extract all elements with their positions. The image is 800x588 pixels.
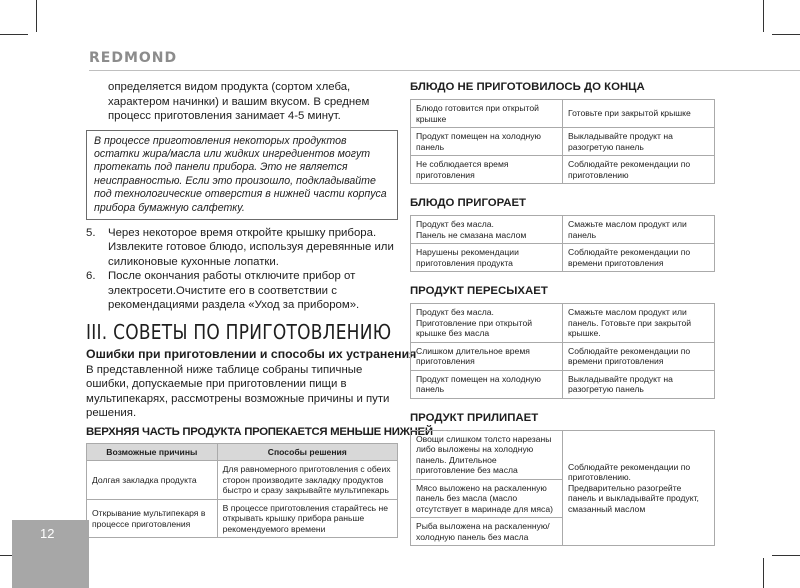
crop-mark bbox=[0, 34, 28, 35]
solution-cell: Выкладывайте продукт на разогретую панель bbox=[563, 128, 715, 156]
subsection-text: В представленной ниже таблице собраны типичные ошибки, допускаемые при приготовлении пищи в мультипекарях, рассмотрены возможные причины и пути решения. bbox=[86, 363, 390, 420]
column-header: Способы решения bbox=[217, 443, 397, 461]
cause-cell: Продукт без масла. Приготовление при открытой крышке без масла bbox=[411, 304, 563, 343]
page-number: 12 bbox=[40, 526, 55, 541]
cause-cell: Мясо выложено на раскаленную панель без масла (масло отсутствует в маринаде для мяса) bbox=[411, 479, 563, 518]
cause-cell: Открывание мультипекаря в процессе приготовления bbox=[87, 499, 218, 538]
list-item-text: Через некоторое время откройте крышку прибора. Извлеките готовое блюдо, используя деревянные или силиконовые кухонные лопатки. bbox=[108, 226, 394, 268]
troubleshoot-table bbox=[86, 443, 398, 539]
problem-title: ПРОДУКТ ПРИЛИПАЕТ bbox=[410, 411, 539, 424]
problem-title: ПРОДУКТ ПЕРЕСЫХАЕТ bbox=[410, 285, 548, 297]
table-row bbox=[411, 370, 715, 398]
cause-cell: Продукт помещен на холодную панель bbox=[411, 128, 563, 156]
table-row bbox=[411, 342, 715, 370]
section-title: III. СОВЕТЫ ПО ПРИГОТОВЛЕНИЮ bbox=[86, 319, 392, 344]
cause-cell: Овощи слишком толсто нарезаны либо выложены на холодную панель. Длительное приготовление без масла bbox=[411, 430, 563, 479]
problem-table bbox=[410, 430, 715, 547]
crop-mark bbox=[772, 555, 800, 556]
column-header: Возможные причины bbox=[87, 443, 218, 461]
solution-cell: Соблюдайте рекомендации по приготовлению. Предварительно разогрейте панель и выкладывайте продукт, смазанный маслом bbox=[563, 430, 715, 546]
list-item-text: После окончания работы отключите прибор от электросети.Очистите его в соответствии с рекомендациями раздела «Уход за прибором». bbox=[108, 270, 360, 312]
header-rule bbox=[89, 70, 800, 71]
solution-cell: Смажьте маслом продукт или панель bbox=[563, 216, 715, 244]
cause-cell: Не соблюдается время приготовления bbox=[411, 156, 563, 184]
intro-paragraph: определяется видом продукта (сортом хлеба, характером начинки) и вашим вкусом. В среднем процесс приготовления занимает 4-5 минут. bbox=[108, 81, 370, 122]
table-row bbox=[411, 128, 715, 156]
solution-cell: В процессе приготовления старайтесь не открывать крышку прибора раньше рекомендуемого времени bbox=[217, 499, 397, 538]
cause-cell: Нарушены рекомендации приготовления продукта bbox=[411, 244, 563, 272]
cause-cell: Рыба выложена на раскаленную/холодную панель без масла bbox=[411, 518, 563, 546]
cause-cell: Блюдо готовится при открытой крышке bbox=[411, 100, 563, 128]
solution-cell: Соблюдайте рекомендации по времени приготовления bbox=[563, 244, 715, 272]
crop-mark bbox=[36, 0, 37, 32]
problem-table bbox=[410, 99, 715, 184]
problem-title: БЛЮДО НЕ ПРИГОТОВИЛОСЬ ДО КОНЦА bbox=[410, 81, 645, 93]
table-row bbox=[411, 156, 715, 184]
list-item bbox=[86, 226, 398, 270]
left-column bbox=[86, 80, 433, 538]
table-row bbox=[411, 244, 715, 272]
crop-mark bbox=[763, 558, 764, 588]
solution-cell: Соблюдайте рекомендации по времени приготовления bbox=[563, 342, 715, 370]
table-row bbox=[411, 216, 715, 244]
cause-cell: Продукт помещен на холодную панель bbox=[411, 370, 563, 398]
right-column bbox=[410, 80, 715, 558]
brand-logo: REDMOND bbox=[89, 50, 178, 66]
note-box: В процессе приготовления некоторых продуктов остатки жира/масла или жидких ингредиентов могут протекать под панели прибора. Это не является неисправностью. Если это произошло, подкладывайте под технологические отверстия в нижней части корпуса прибора бумажную салфетку. bbox=[86, 130, 398, 220]
solution-cell: Выкладывайте продукт на разогретую панель bbox=[563, 370, 715, 398]
list-item-number: 5. bbox=[86, 226, 96, 239]
table-row bbox=[87, 499, 398, 538]
table-title: ВЕРХНЯЯ ЧАСТЬ ПРОДУКТА ПРОПЕКАЕТСЯ МЕНЬШЕ НИЖНЕЙ bbox=[86, 425, 433, 438]
table-row bbox=[411, 304, 715, 343]
table-header-row bbox=[87, 443, 398, 461]
list-item bbox=[86, 269, 398, 313]
solution-cell: Смажьте маслом продукт или панель. Готовьте при закрытой крышке. bbox=[563, 304, 715, 343]
solution-cell: Для равномерного приготовления с обеих сторон производите закладку продуктов быстро и сразу закрывайте мультипекарь bbox=[217, 461, 397, 500]
cause-cell: Долгая закладка продукта bbox=[87, 461, 218, 500]
problem-table bbox=[410, 303, 715, 399]
table-row bbox=[411, 430, 715, 479]
problem-title: БЛЮДО ПРИГОРАЕТ bbox=[410, 197, 527, 209]
subsection-title: Ошибки при приготовлении и способы их устранения bbox=[86, 346, 417, 361]
list-item-number: 6. bbox=[86, 270, 96, 283]
crop-mark bbox=[772, 34, 800, 35]
cause-cell: Слишком длительное время приготовления bbox=[411, 342, 563, 370]
table-row bbox=[411, 100, 715, 128]
problem-table bbox=[410, 215, 715, 272]
cause-cell: Продукт без масла. Панель не смазана маслом bbox=[411, 216, 563, 244]
table-row bbox=[87, 461, 398, 500]
solution-cell: Соблюдайте рекомендации по приготовлению bbox=[563, 156, 715, 184]
solution-cell: Готовьте при закрытой крышке bbox=[563, 100, 715, 128]
crop-mark bbox=[0, 555, 12, 556]
crop-mark bbox=[763, 0, 764, 32]
